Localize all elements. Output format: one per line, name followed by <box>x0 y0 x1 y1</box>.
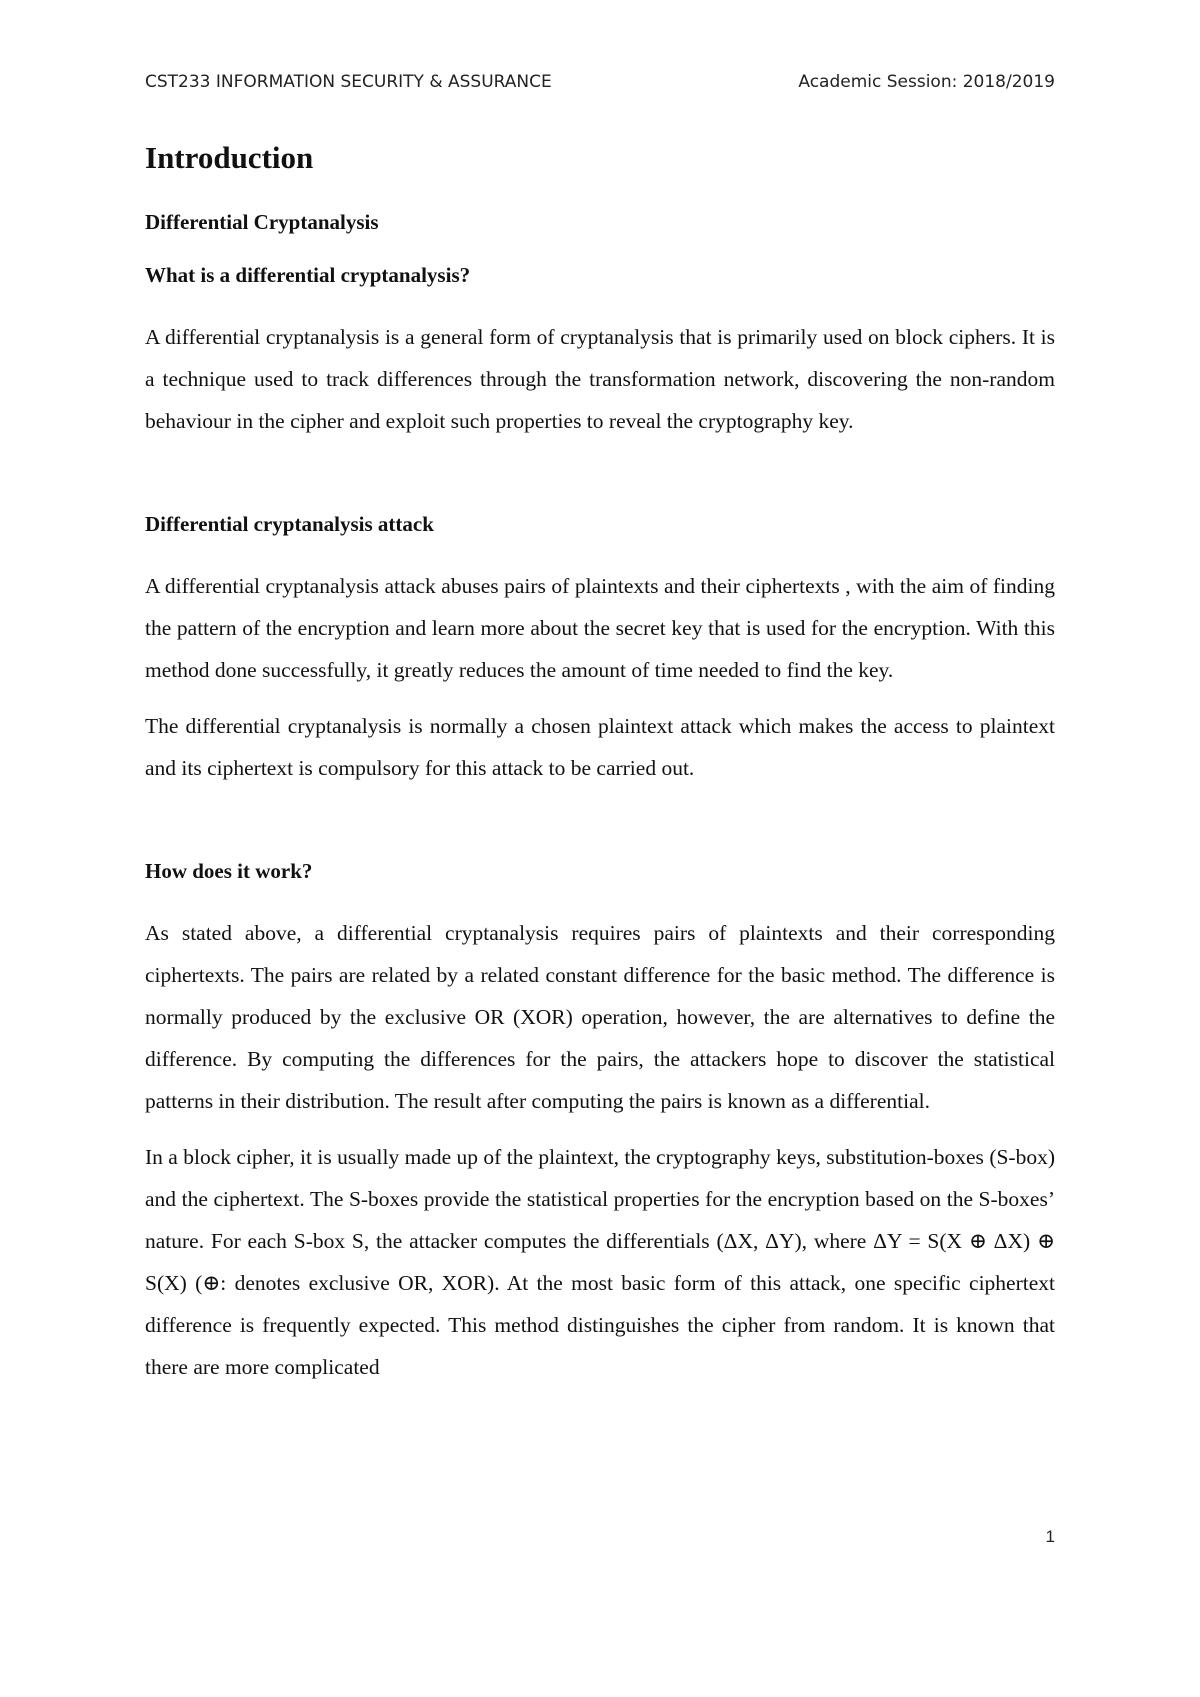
section-heading-attack: Differential cryptanalysis attack <box>145 512 434 536</box>
spacer <box>145 456 1055 512</box>
section-heading-differential-cryptanalysis: Differential Cryptanalysis <box>145 210 379 234</box>
course-title: CST233 INFORMATION SECURITY & ASSURANCE <box>145 72 552 92</box>
section-heading-how-it-works: How does it work? <box>145 859 313 883</box>
spacer <box>145 803 1055 859</box>
paragraph-what-is: A differential cryptanalysis is a general form of cryptanalysis that is primarily used on block ciphers. It is a technique used to track differences through the transformation network, discovering the non-random behaviour in the cipher and exploit such properties to reveal the cryptography key. <box>145 325 1055 433</box>
paragraph-attack-1: A differential cryptanalysis attack abuses pairs of plaintexts and their ciphertexts , with the aim of finding the pattern of the encryption and learn more about the secret key that is used for the encryption. With this method done successfully, it greatly reduces the amount of time needed to find the key. <box>145 574 1055 682</box>
academic-session: Academic Session: 2018/2019 <box>798 72 1055 92</box>
section-heading-what-is: What is a differential cryptanalysis? <box>145 263 471 287</box>
page-title: Introduction <box>145 140 314 175</box>
page-header <box>145 72 1055 92</box>
paragraph-how-2: In a block cipher, it is usually made up of the plaintext, the cryptography keys, substitution-boxes (S-box) and the ciphertext. The S-boxes provide the statistical properties for the encryption based on the S-boxes’ nature. For each S-box S, the attacker computes the differentials (ΔX, ΔY), where ΔY = S(X ⊕ ΔX) ⊕ S(X) (⊕: denotes exclusive OR, XOR). At the most basic form of this attack, one specific ciphertext difference is frequently expected. This method distinguishes the cipher from random. It is known that there are more complicated <box>145 1145 1055 1379</box>
paragraph-how-1: As stated above, a differential cryptanalysis requires pairs of plaintexts and their corresponding ciphertexts. The pairs are related by a related constant difference for the basic method. The difference is normally produced by the exclusive OR (XOR) operation, however, the are alternatives to define the difference. By computing the differences for the pairs, the attackers hope to discover the statistical patterns in their distribution. The result after computing the pairs is known as a differential. <box>145 921 1055 1113</box>
paragraph-attack-2: The differential cryptanalysis is normally a chosen plaintext attack which makes the access to plaintext and its ciphertext is compulsory for this attack to be carried out. <box>145 714 1055 780</box>
page-number: 1 <box>1045 1527 1055 1546</box>
page-content <box>145 140 1055 1402</box>
